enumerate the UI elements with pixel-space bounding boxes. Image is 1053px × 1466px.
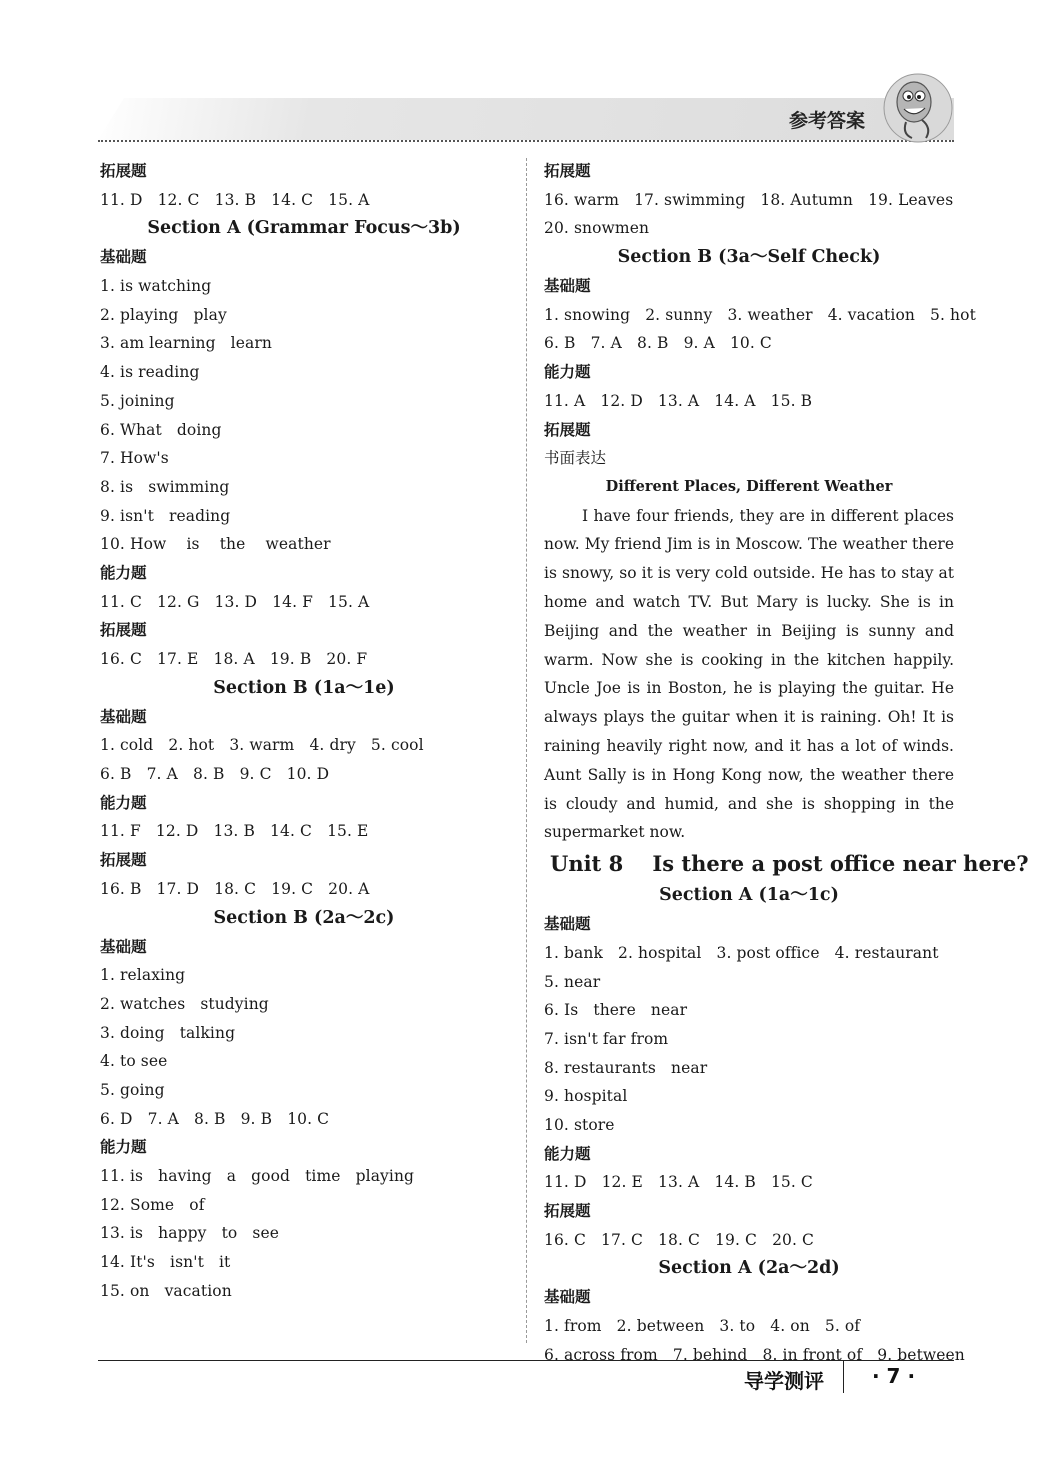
- right-section-heading: Section A (2a～2d): [658, 1258, 840, 1279]
- left-answer-line: 6. D 7. A 8. B 9. B 10. C: [100, 1109, 330, 1128]
- left-category-label: 拓展题: [100, 851, 147, 870]
- column-divider: [526, 158, 527, 1343]
- right-section-heading: Section A (1a～1c): [659, 885, 839, 906]
- left-answer-line: 9. isn't reading: [100, 506, 231, 525]
- right-answer-line: 6. across from 7. behind 8. in front of 9. between: [544, 1345, 965, 1364]
- left-answer-line: 6. B 7. A 8. B 9. C 10. D: [100, 765, 330, 784]
- left-category-label: 能力题: [100, 1138, 147, 1157]
- right-category-label: 拓展题: [544, 1202, 591, 1220]
- unit-title: Unit 8 Is there a post office near here?: [550, 851, 1029, 877]
- left-category-label: 拓展题: [100, 162, 147, 180]
- left-answer-line: 1. is watching: [100, 277, 212, 296]
- left-answer-line: 11. D 12. C 13. B 14. C 15. A: [100, 190, 370, 209]
- right-category-label: 拓展题: [544, 162, 591, 180]
- left-category-label: 拓展题: [100, 621, 147, 640]
- left-section-heading: Section B (1a～1e): [213, 677, 395, 698]
- right-section-heading: Section B (3a～Self Check): [617, 247, 881, 268]
- right-answer-line: 9. hospital: [544, 1087, 628, 1106]
- left-answer-line: 16. C 17. E 18. A 19. B 20. F: [100, 650, 368, 668]
- left-answer-line: 10. How is the weather: [100, 535, 331, 554]
- left-answer-line: 1. relaxing: [100, 966, 186, 985]
- right-category-label: 基础题: [544, 277, 591, 296]
- right-category-label: 拓展题: [544, 420, 591, 439]
- essay-text: I have four friends, they are in different places now. My friend Jim is in Moscow. The weather there is snowy, so it is very cold outside. He has to stay at home and watch TV. But Mary is lucky. She is in Beijing and the weather in Beijing is sunny and warm. Now she is cooking in the kitchen happily. Uncle Joe is in Boston, he is playing the guitar. He always plays the guitar when it is raining. Oh! It is raining heavily right now, and it has a lot of winds. Aunt Sally is in Hong Kong now, the weather there is cloudy and humid, and she is shopping in the supermarket now.: [544, 506, 954, 842]
- header-rule: [98, 140, 954, 142]
- right-category-label: 书面表达: [544, 449, 607, 468]
- page-number: · 7 ·: [872, 1364, 916, 1388]
- right-answer-line: 1. snowing 2. sunny 3. weather 4. vacation 5. hot: [544, 305, 976, 324]
- left-answer-line: 14. It's isn't it: [100, 1253, 231, 1272]
- right-category-label: 基础题: [544, 915, 591, 934]
- right-answer-line: 10. store: [544, 1115, 615, 1134]
- footer-brand: 导学测评: [744, 1369, 824, 1393]
- right-answer-line: 11. D 12. E 13. A 14. B 15. C: [544, 1173, 813, 1192]
- right-column: [544, 157, 1029, 1369]
- left-category-label: 能力题: [100, 793, 147, 812]
- left-category-label: 基础题: [100, 248, 147, 267]
- right-answer-line: 1. bank 2. hospital 3. post office 4. restaurant: [544, 943, 939, 962]
- right-bottom-block: [544, 881, 965, 1369]
- left-category-label: 能力题: [100, 563, 147, 582]
- left-answer-line: 1. cold 2. hot 3. warm 4. dry 5. cool: [100, 736, 424, 755]
- left-answer-line: 3. am learning learn: [100, 334, 272, 353]
- right-answer-line: 1. from 2. between 3. to 4. on 5. of: [544, 1317, 861, 1336]
- left-category-label: 基础题: [100, 937, 147, 956]
- right-answer-line: 8. restaurants near: [544, 1058, 708, 1077]
- left-category-label: 基础题: [100, 707, 147, 726]
- left-answer-line: 8. is swimming: [100, 477, 230, 496]
- left-answer-line: 4. is reading: [100, 363, 200, 382]
- left-answer-line: 3. doing talking: [100, 1023, 236, 1042]
- right-top-block: [544, 157, 976, 473]
- left-answer-line: 11. C 12. G 13. D 14. F 15. A: [100, 592, 370, 611]
- right-answer-line: 16. C 17. C 18. C 19. C 20. C: [544, 1230, 815, 1249]
- right-answer-line: 7. isn't far from: [544, 1029, 669, 1048]
- left-section-heading: Section A (Grammar Focus～3b): [147, 218, 461, 239]
- left-answer-line: 13. is happy to see: [100, 1224, 280, 1243]
- footer-rule: [98, 1360, 954, 1361]
- right-category-label: 基础题: [544, 1288, 591, 1307]
- left-answer-line: 6. What doing: [100, 420, 222, 439]
- left-column: [100, 157, 508, 1305]
- right-category-label: 能力题: [544, 363, 591, 382]
- left-answer-line: 5. joining: [100, 391, 175, 410]
- left-answer-line: 15. on vacation: [100, 1281, 232, 1300]
- left-answer-line: 11. F 12. D 13. B 14. C 15. E: [100, 822, 369, 841]
- left-answer-line: 2. playing play: [100, 305, 227, 324]
- left-answer-line: 4. to see: [100, 1052, 168, 1071]
- header-title: 参考答案: [788, 110, 865, 132]
- left-answer-line: 5. going: [100, 1080, 165, 1099]
- left-answer-line: 16. B 17. D 18. C 19. C 20. A: [100, 879, 370, 898]
- right-answer-line: 6. B 7. A 8. B 9. A 10. C: [544, 334, 772, 353]
- right-answer-line: 6. Is there near: [544, 1001, 688, 1020]
- essay-body: [544, 502, 954, 848]
- right-answer-line: 20. snowmen: [544, 219, 650, 238]
- left-answer-line: 12. Some of: [100, 1195, 205, 1214]
- right-category-label: 能力题: [544, 1144, 591, 1163]
- right-answer-line: 16. warm 17. swimming 18. Autumn 19. Leaves: [544, 190, 954, 209]
- mascot-icon: [878, 72, 956, 146]
- right-answer-line: 5. near: [544, 972, 601, 991]
- footer-divider: [843, 1361, 844, 1393]
- left-answer-line: 2. watches studying: [100, 994, 269, 1013]
- essay-title: Different Places, Different Weather: [605, 477, 893, 495]
- left-answer-line: 7. How's: [100, 449, 169, 468]
- left-section-heading: Section B (2a～2c): [213, 907, 395, 928]
- right-answer-line: 11. A 12. D 13. A 14. A 15. B: [544, 391, 813, 410]
- left-answer-line: 11. is having a good time playing: [100, 1167, 415, 1185]
